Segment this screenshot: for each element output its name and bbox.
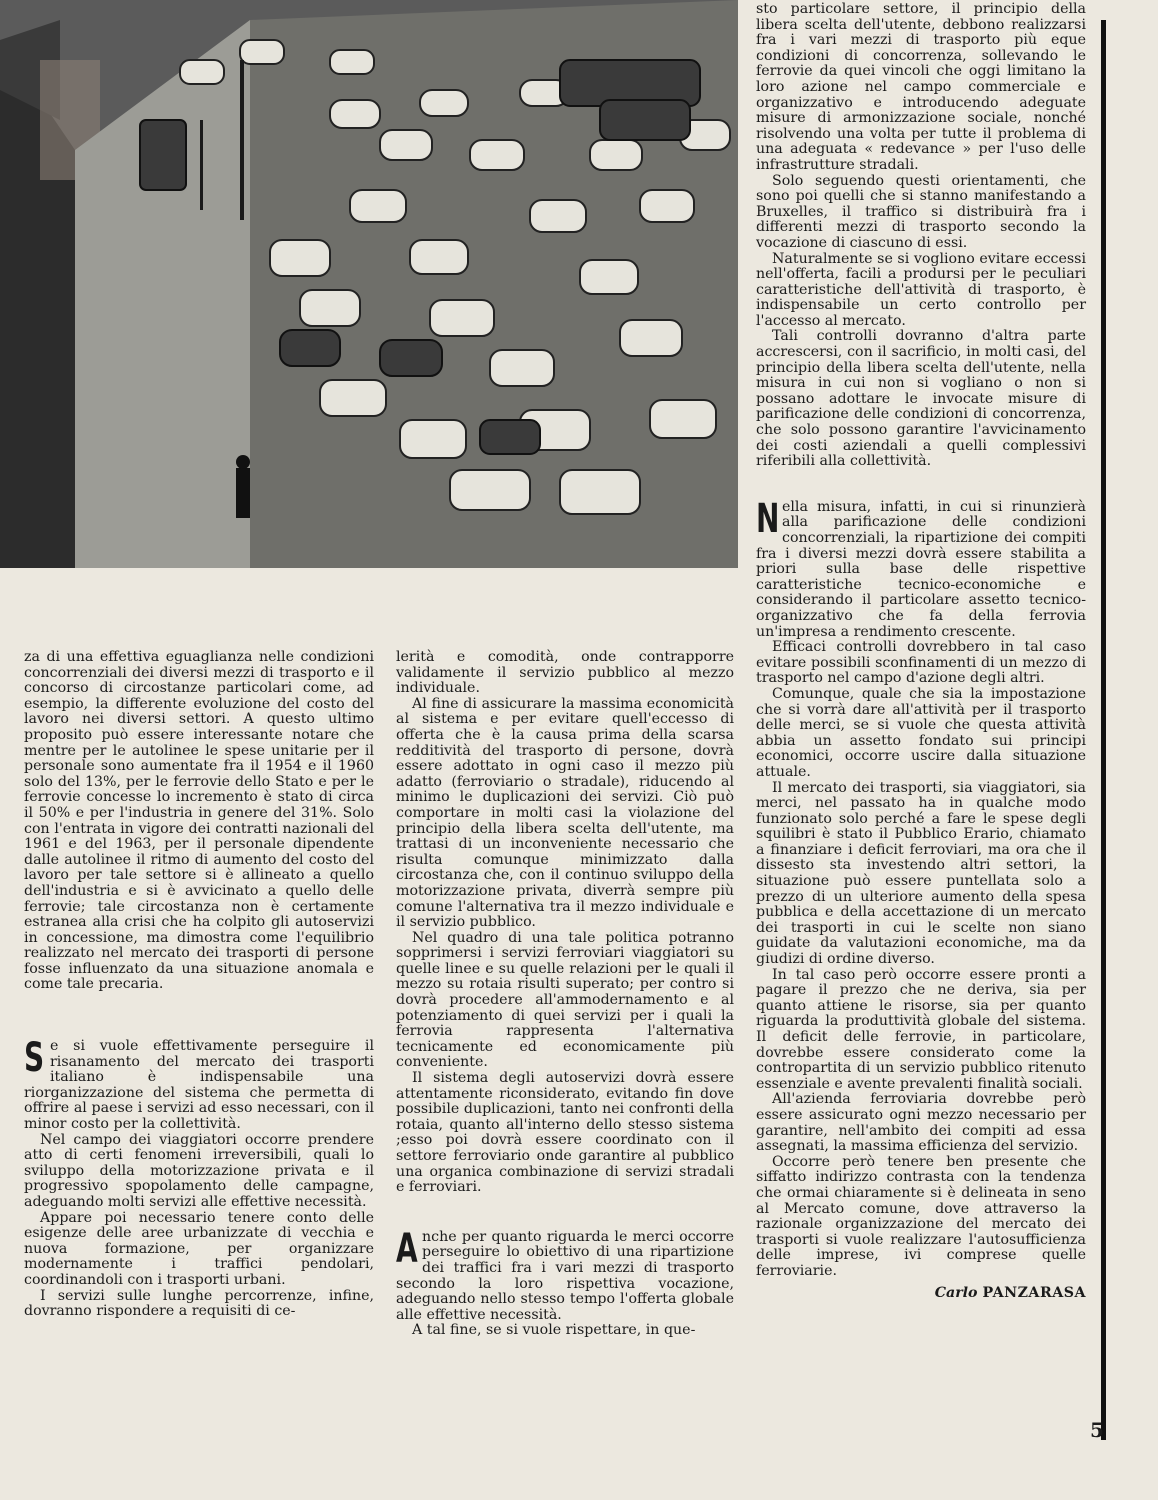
dropcap-section	[396, 1225, 734, 1324]
column-rule	[1101, 20, 1106, 1440]
page-number: 5	[1090, 1418, 1104, 1442]
paragraph: Al fine di assicurare la massima economicità al sistema e per evitare quell'eccesso di offerta che è la causa prima della scarsa redditività del trasporto di persone, dovrà essere adottato in ogni caso il mezzo più adatto (ferroviario o stradale), riducendo al minimo le duplicazioni dei servizi. Ciò può comportare in molti casi la violazione del principio della libera scelta dell'utente, ma trattasi di un inconveniente necessario che risulta comunque minimizzato dalla circostanza che, con il continuo sviluppo della motorizzazione privata, diverrà sempre più comune l'alternativa tra il mezzo individuale e il servizio pubblico.	[396, 695, 734, 931]
paragraph: Comunque, quale che sia la impostazione che si vorrà dare all'attività per il trasporto delle merci, se si vuole che questa attività abbia un assetto fondato sui principi economici, occorre uscire dalla situazione attuale.	[756, 685, 1086, 780]
author-first-name: Carlo	[934, 1284, 978, 1301]
paragraph: sto particolare settore, il principio della libera scelta dell'utente, debbono realizzarsi fra i vari mezzi di trasporto più eque condizioni di concorrenza, sollevando le ferrovie da quei vincoli che oggi limitano la loro azione nel campo commerciale e organizzativo e introducendo adeguate misure di armonizzazione sociale, nonché risolvendo una volta per tutte il problema di una adeguata « redevance » per l'uso delle infrastrutture stradali.	[756, 1, 1086, 173]
dropcap-letter: A	[396, 1225, 418, 1272]
article-column-right	[756, 2, 1086, 1301]
paragraph: Il mercato dei trasporti, sia viaggiatori, sia merci, nel passato ha in qualche modo funzionato solo perché a fare le spese degli squilibri è stato il Pubblico Erario, chiamato a finanziare i deficit ferroviari, ma ora che il dissesto sta investendo altri settori, la situazione può essere puntellata solo a prezzo di un ulteriore aumento della spesa pubblica e della accettazione di un mercato dei trasporti in cui le scelte non siano guidate da valutazioni economiche, ma da giudizi di ordine diverso.	[756, 779, 1086, 968]
paragraph: e si vuole effettivamente perseguire il risanamento del mercato dei trasporti italiano è indispensabile una riorganizzazione del sistema che permetta di offrire al paese i servizi ad esso necessari, con il minor costo per la collettività.	[24, 1038, 374, 1133]
article-column-left	[24, 650, 374, 1320]
paragraph: Solo seguendo questi orientamenti, che sono poi quelli che si stanno manifestando a Bruxelles, il traffico si distribuirà fra i differenti mezzi di trasporto secondo la vocazione di ciascuno di essi.	[756, 172, 1086, 251]
article-column-middle	[396, 650, 734, 1339]
paragraph: Il sistema degli autoservizi dovrà essere attentamente riconsiderato, evitando fin dove possibile duplicazioni, tanto nei confronti della rotaia, quanto all'interno dello stesso sistema ;esso poi dovrà essere coordinato con il settore ferroviario onde garantire al pubblico una organica combinazione di servizi stradali e ferroviari.	[396, 1070, 734, 1196]
paragraph: Occorre però tenere ben presente che siffatto indirizzo contrasta con la tendenza che ormai chiaramente si è delineata in seno al Mercato comune, dove attraverso la razionale organizzazione del mercato dei trasporti si vuole realizzare l'autosufficienza delle imprese, ivi comprese quelle ferroviarie.	[756, 1153, 1086, 1279]
paragraph: Naturalmente se si vogliono evitare eccessi nell'offerta, facili a prodursi per le peculiari caratteristiche dell'attività di trasporto, è indispensabile un certo controllo per l'accesso al mercato.	[756, 250, 1086, 329]
dropcap-section	[24, 1035, 374, 1133]
paragraph: Tali controlli dovranno d'altra parte accrescersi, con il sacrificio, in molti casi, del principio della libera scelta dell'utente, nella misura in cui non si vogliano o non si possano adottare le invocate misure di parificazione delle condizioni di concorrenza, che solo possono garantire l'avvicinamento dei costi aziendali a quelli complessivi riferibili alla collettività.	[756, 328, 1086, 470]
traffic-photo-illustration	[0, 0, 738, 568]
dropcap-letter: N	[756, 495, 780, 542]
paragraph: A tal fine, se si vuole rispettare, in que-	[412, 1322, 696, 1339]
dropcap-section	[756, 495, 1086, 640]
paragraph: I servizi sulle lunghe percorrenze, infine, dovranno rispondere a requisiti di ce-	[24, 1287, 374, 1320]
author-signature	[756, 1286, 1086, 1302]
author-last-name: PANZARASA	[982, 1284, 1086, 1301]
paragraph: nche per quanto riguarda le merci occorre perseguire lo obiettivo di una ripartizione dei traffici fra i vari mezzi di trasporto secondo la loro rispettiva vocazione, adeguando nello stesso tempo l'offerta globale alle effettive necessità.	[396, 1228, 734, 1323]
dropcap-letter: S	[24, 1035, 45, 1082]
paragraph: Nel quadro di una tale politica potranno sopprimersi i servizi ferroviari viaggiatori su quelle linee e su quelle relazioni per le quali il mezzo su rotaia risulti superato; per contro si dovrà procedere all'ammodernamento e al potenziamento di quei servizi per i quali la ferrovia rappresenta l'alternativa tecnicamente ed economicamente più conveniente.	[396, 929, 734, 1071]
paragraph: Nel campo dei viaggiatori occorre prendere atto di certi fenomeni irreversibili, quali lo sviluppo della motorizzazione privata e il progressivo spopolamento delle campagne, adeguando molti servizi alle effettive necessità.	[24, 1131, 374, 1210]
paragraph: In tal caso però occorre essere pronti a pagare il prezzo che ne deriva, sia per quanto attiene le risorse, sia per quanto riguarda la produttività globale del sistema. Il deficit delle ferrovie, in particolare, dovrebbe essere considerato come la contropartita di un servizio pubblico ritenuto essenziale e avente prevalenti finalità sociali.	[756, 966, 1086, 1092]
paragraph: ella misura, infatti, in cui si rinunzierà alla parificazione delle condizioni concorrenziali, la ripartizione dei compiti fra i diversi mezzi dovrà essere stabilita a priori sulla base delle rispettive caratteristiche tecnico-economiche e considerando il particolare assetto tecnico-organizzativo che fa della ferrovia un'impresa a rendimento crescente.	[756, 498, 1086, 640]
paragraph: Efficaci controlli dovrebbero in tal caso evitare possibili sconfinamenti di un mezzo di trasporto nel campo d'azione degli altri.	[756, 639, 1086, 687]
traffic-photo	[0, 0, 738, 568]
paragraph: lerità e comodità, onde contrapporre validamente il servizio pubblico al mezzo individuale.	[396, 649, 734, 697]
paragraph: za di una effettiva eguaglianza nelle condizioni concorrenziali dei diversi mezzi di trasporto e il concorso di circostanze particolari come, ad esempio, la differente evoluzione del costo del lavoro nei diversi settori. A questo ultimo proposito può essere interessante notare che mentre per le autolinee le spese unitarie per il personale sono aumentate fra il 1954 e il 1960 solo del 13%, per le ferrovie dello Stato e per le ferrovie concesse lo incremento è stato di circa il 50% e per l'industria in genere del 31%. Solo con l'entrata in vigore dei contratti nazionali del 1961 e del 1963, per il personale dipendente dalle autolinee il ritmo di aumento del costo del lavoro per tale settore si è allineato a quello dell'industria e si è avvicinato a quello delle ferrovie; tale circostanza non è certamente estranea alla crisi che ha colpito gli autoservizi in concessione, ma dimostra come l'equilibrio realizzato nel mercato dei trasporti di persone fosse influenzato da una situazione anomala e come tale precaria.	[24, 649, 374, 993]
paragraph: All'azienda ferroviaria dovrebbe però essere assicurato ogni mezzo necessario per garantire, nell'ambito dei compiti ad essa assegnati, la massima efficienza del servizio.	[756, 1091, 1086, 1155]
paragraph: Appare poi necessario tenere conto delle esigenze delle aree urbanizzate di vecchia e nuova formazione, per organizzare modernamente i traffici pendolari, coordinandoli con i trasporti urbani.	[24, 1209, 374, 1288]
